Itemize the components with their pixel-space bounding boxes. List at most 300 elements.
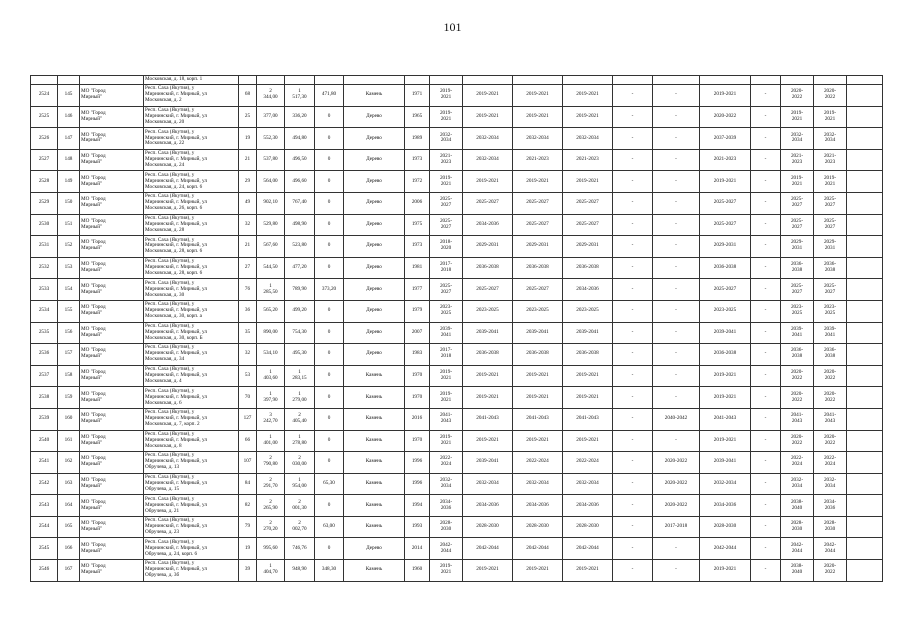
municipality-cell: МО "Город Мирный": [80, 495, 144, 517]
period-cell: 2022-2024: [563, 452, 613, 474]
flats-count-cell: 19: [239, 538, 257, 560]
period-cell: -: [653, 171, 700, 193]
period-cell: 2038- 2040: [781, 560, 814, 582]
municipality-cell: МО "Город Мирный": [80, 128, 144, 150]
cell: [847, 495, 883, 517]
period-cell: -: [613, 473, 653, 495]
municipality-cell: МО "Город Мирный": [80, 257, 144, 279]
period-cell: 2020- 2022: [814, 430, 847, 452]
wall-material-cell: Дерево: [344, 149, 405, 171]
period-cell: 2022- 2024: [781, 452, 814, 474]
total-area-cell: 3 242,70: [257, 408, 285, 430]
living-area-cell: 2 002,70: [285, 516, 315, 538]
address-cell: Респ. Саха (Якутия), у Мирнинский, г. Мирный, ул Московская, д. 8: [144, 430, 239, 452]
cell: [344, 76, 405, 85]
period-cell: -: [653, 236, 700, 258]
house-number-cell: 151: [58, 214, 80, 236]
living-area-cell: 494,80: [285, 128, 315, 150]
address-cell: Респ. Саха (Якутия), у Мирнинский, г. Мирный, ул Московская, д. 28, корп. 6: [144, 236, 239, 258]
period-cell: -: [613, 387, 653, 409]
total-area-cell: 2 265,90: [257, 495, 285, 517]
municipality-cell: МО "Город Мирный": [80, 300, 144, 322]
period-cell: -: [751, 128, 781, 150]
build-year-cell: 1996: [405, 473, 430, 495]
table-row: [31, 365, 883, 387]
period-cell: 2022- 2024: [814, 452, 847, 474]
municipality-cell: МО "Город Мирный": [80, 408, 144, 430]
period-cell: 2041- 2043: [814, 408, 847, 430]
build-year-cell: 2016: [405, 408, 430, 430]
row-number-cell: 2526: [31, 128, 58, 150]
period-cell: -: [613, 344, 653, 366]
period-cell: 2036-2038: [700, 257, 751, 279]
total-area-cell: 2 270,20: [257, 516, 285, 538]
table-row: [31, 430, 883, 452]
house-number-cell: 152: [58, 236, 80, 258]
period-cell: 2025- 2027: [430, 214, 463, 236]
total-area-cell: 890,00: [257, 322, 285, 344]
cell: [847, 192, 883, 214]
cell: [257, 76, 285, 85]
living-area-cell: 498,90: [285, 214, 315, 236]
period-cell: 2032-2034: [463, 149, 513, 171]
house-number-cell: 153: [58, 257, 80, 279]
build-year-cell: 1996: [405, 452, 430, 474]
living-area-cell: 2 405,40: [285, 408, 315, 430]
period-cell: 2036- 2038: [814, 344, 847, 366]
table-row: [31, 538, 883, 560]
period-cell: 2039- 2041: [781, 322, 814, 344]
build-year-cell: 1970: [405, 430, 430, 452]
cell: [847, 560, 883, 582]
build-year-cell: 2006: [405, 192, 430, 214]
period-cell: 2025-2027: [700, 279, 751, 301]
period-cell: 2032- 2034: [814, 473, 847, 495]
period-cell: 2019-2021: [513, 171, 563, 193]
period-cell: 2042- 2044: [781, 538, 814, 560]
period-cell: -: [653, 560, 700, 582]
period-cell: -: [751, 473, 781, 495]
period-cell: 2019-2021: [463, 171, 513, 193]
period-cell: 2019-2021: [700, 560, 751, 582]
period-cell: 2041-2043: [563, 408, 613, 430]
address-cell: Респ. Саха (Якутия), у Мирнинский, г. Мирный, ул Московская, д. 26, корп. 6: [144, 192, 239, 214]
period-cell: -: [613, 516, 653, 538]
period-cell: 2034-2036: [513, 495, 563, 517]
period-cell: 2023- 2025: [814, 300, 847, 322]
nonliving-area-cell: 0: [315, 387, 344, 409]
cell: [58, 76, 80, 85]
period-cell: 2036-2038: [563, 344, 613, 366]
flats-count-cell: 66: [239, 430, 257, 452]
wall-material-cell: Камень: [344, 495, 405, 517]
wall-material-cell: Камень: [344, 516, 405, 538]
period-cell: 2032-2034: [563, 128, 613, 150]
period-cell: 2019-2021: [463, 430, 513, 452]
period-cell: -: [751, 257, 781, 279]
flats-count-cell: 21: [239, 236, 257, 258]
register-table-body: [31, 76, 883, 582]
total-area-cell: 1 403,60: [257, 365, 285, 387]
period-cell: -: [653, 257, 700, 279]
period-cell: 2020- 2022: [814, 387, 847, 409]
address-cell: Респ. Саха (Якутия), у Мирнинский, г. Мирный, ул Московская, д. 7, корп. 2: [144, 408, 239, 430]
house-number-cell: 166: [58, 538, 80, 560]
living-area-cell: 2 001,30: [285, 495, 315, 517]
total-area-cell: 552,30: [257, 128, 285, 150]
address-cell: Респ. Саха (Якутия), у Мирнинский, г. Мирный, ул Обручева, д. 21: [144, 495, 239, 517]
period-cell: 2019-2021: [463, 365, 513, 387]
period-cell: 2019-2021: [463, 106, 513, 128]
period-cell: 2028- 2030: [781, 516, 814, 538]
period-cell: 2019-2021: [513, 365, 563, 387]
address-cell: Респ. Саха (Якутия), у Мирнинский, г. Мирный, ул Обручева, д. 13: [144, 452, 239, 474]
period-cell: -: [613, 85, 653, 107]
period-cell: 2023- 2025: [430, 300, 463, 322]
flats-count-cell: 127: [239, 408, 257, 430]
total-area-cell: 567,60: [257, 236, 285, 258]
period-cell: 2029- 2031: [781, 236, 814, 258]
address-cell: Респ. Саха (Якутия), у Мирнинский, г. Мирный, ул Обручева, д. 3б: [144, 560, 239, 582]
period-cell: 2019- 2021: [430, 430, 463, 452]
table-row: [31, 171, 883, 193]
table-row: [31, 387, 883, 409]
total-area-cell: 902,10: [257, 192, 285, 214]
municipality-cell: МО "Город Мирный": [80, 279, 144, 301]
total-area-cell: 377,00: [257, 106, 285, 128]
house-number-cell: 148: [58, 149, 80, 171]
row-number-cell: 2527: [31, 149, 58, 171]
build-year-cell: 1975: [405, 214, 430, 236]
period-cell: 2019-2021: [513, 106, 563, 128]
nonliving-area-cell: 0: [315, 430, 344, 452]
period-cell: 2019- 2021: [430, 171, 463, 193]
house-number-cell: 162: [58, 452, 80, 474]
table-row: [31, 322, 883, 344]
period-cell: -: [653, 387, 700, 409]
nonliving-area-cell: 0: [315, 495, 344, 517]
period-cell: 2025-2027: [463, 279, 513, 301]
period-cell: -: [751, 279, 781, 301]
municipality-cell: МО "Город Мирный": [80, 192, 144, 214]
nonliving-area-cell: 63,00: [315, 516, 344, 538]
period-cell: 2034-2036: [563, 279, 613, 301]
period-cell: 2020-2022: [700, 106, 751, 128]
period-cell: 2017- 2018: [430, 257, 463, 279]
address-cell: Респ. Саха (Якутия), у Мирнинский, г. Мирный, ул Московская, д. 30, корп. Б: [144, 322, 239, 344]
row-number-cell: 2532: [31, 257, 58, 279]
period-cell: 2019-2021: [513, 560, 563, 582]
cell: [847, 408, 883, 430]
period-cell: -: [653, 322, 700, 344]
period-cell: -: [751, 452, 781, 474]
table-row: [31, 344, 883, 366]
house-number-cell: 146: [58, 106, 80, 128]
cell: [847, 171, 883, 193]
cell: [847, 106, 883, 128]
build-year-cell: 1970: [405, 365, 430, 387]
period-cell: 2032- 2034: [781, 473, 814, 495]
address-cell: Респ. Саха (Якутия), у Мирнинский, г. Мирный, ул Московская, д. 2: [144, 85, 239, 107]
period-cell: 2025- 2027: [814, 192, 847, 214]
period-cell: -: [653, 85, 700, 107]
flats-count-cell: 19: [239, 128, 257, 150]
table-row: [31, 452, 883, 474]
period-cell: -: [751, 322, 781, 344]
cell: [847, 214, 883, 236]
period-cell: 2042- 2044: [430, 538, 463, 560]
total-area-cell: 2 291,70: [257, 473, 285, 495]
period-cell: -: [751, 344, 781, 366]
build-year-cell: 2014: [405, 538, 430, 560]
table-row: [31, 516, 883, 538]
flats-count-cell: 68: [239, 85, 257, 107]
total-area-cell: 537,80: [257, 149, 285, 171]
house-number-cell: 167: [58, 560, 80, 582]
cell: [315, 76, 344, 85]
municipality-cell: МО "Город Мирный": [80, 516, 144, 538]
period-cell: 2021-2023: [563, 149, 613, 171]
row-number-cell: 2545: [31, 538, 58, 560]
period-cell: 2021- 2023: [814, 149, 847, 171]
build-year-cell: 1970: [405, 387, 430, 409]
period-cell: 2025- 2027: [430, 192, 463, 214]
period-cell: 2020- 2022: [781, 430, 814, 452]
period-cell: -: [613, 214, 653, 236]
period-cell: 2040-2042: [653, 408, 700, 430]
period-cell: 2028- 2030: [430, 516, 463, 538]
house-number-cell: 154: [58, 279, 80, 301]
period-cell: 2028-2030: [463, 516, 513, 538]
period-cell: -: [653, 192, 700, 214]
row-number-cell: 2538: [31, 387, 58, 409]
period-cell: -: [653, 300, 700, 322]
wall-material-cell: Камень: [344, 560, 405, 582]
period-cell: 2029-2031: [563, 236, 613, 258]
period-cell: -: [613, 452, 653, 474]
cell: [653, 76, 700, 85]
period-cell: -: [613, 192, 653, 214]
cell: [847, 76, 883, 85]
living-area-cell: 495,30: [285, 344, 315, 366]
build-year-cell: 1973: [405, 149, 430, 171]
address-cell: Респ. Саха (Якутия), у Мирнинский, г. Мирный, ул Московская, д. 20: [144, 106, 239, 128]
nonliving-area-cell: 0: [315, 538, 344, 560]
period-cell: -: [613, 171, 653, 193]
period-cell: 2019- 2021: [814, 106, 847, 128]
period-cell: 2042-2044: [563, 538, 613, 560]
period-cell: 2036- 2038: [814, 257, 847, 279]
nonliving-area-cell: 65,30: [315, 473, 344, 495]
table-row: [31, 408, 883, 430]
total-area-cell: 2 344,00: [257, 85, 285, 107]
period-cell: 2039-2041: [463, 452, 513, 474]
living-area-cell: 789,90: [285, 279, 315, 301]
nonliving-area-cell: 0: [315, 408, 344, 430]
build-year-cell: 1973: [405, 236, 430, 258]
nonliving-area-cell: 0: [315, 192, 344, 214]
cell: [847, 473, 883, 495]
total-area-cell: 529,80: [257, 214, 285, 236]
house-number-cell: 159: [58, 387, 80, 409]
house-number-cell: 150: [58, 192, 80, 214]
wall-material-cell: Дерево: [344, 192, 405, 214]
period-cell: 2036-2038: [513, 257, 563, 279]
wall-material-cell: Дерево: [344, 279, 405, 301]
period-cell: 2042-2044: [700, 538, 751, 560]
flats-count-cell: 21: [239, 149, 257, 171]
nonliving-area-cell: 0: [315, 149, 344, 171]
build-year-cell: 1960: [405, 560, 430, 582]
period-cell: 2036- 2038: [781, 257, 814, 279]
period-cell: -: [653, 128, 700, 150]
period-cell: 2019-2021: [700, 85, 751, 107]
nonliving-area-cell: 373,20: [315, 279, 344, 301]
cell: [847, 387, 883, 409]
flats-count-cell: 27: [239, 257, 257, 279]
cell: [847, 149, 883, 171]
total-area-cell: 1 285,50: [257, 279, 285, 301]
row-number-cell: 2525: [31, 106, 58, 128]
nonliving-area-cell: 0: [315, 452, 344, 474]
period-cell: 2019-2021: [463, 85, 513, 107]
wall-material-cell: Камень: [344, 430, 405, 452]
house-number-cell: 161: [58, 430, 80, 452]
flats-count-cell: 76: [239, 279, 257, 301]
house-number-cell: 157: [58, 344, 80, 366]
period-cell: 2041-2043: [700, 408, 751, 430]
period-cell: 2028- 2030: [814, 516, 847, 538]
municipality-cell: МО "Город Мирный": [80, 365, 144, 387]
period-cell: -: [751, 171, 781, 193]
period-cell: 2029- 2031: [814, 236, 847, 258]
house-number-cell: 145: [58, 85, 80, 107]
period-cell: 2038- 2040: [781, 495, 814, 517]
period-cell: 2025-2027: [563, 214, 613, 236]
period-cell: 2021-2023: [513, 149, 563, 171]
period-cell: 2023-2025: [513, 300, 563, 322]
cell: [463, 76, 513, 85]
build-year-cell: 1979: [405, 300, 430, 322]
cell: [847, 452, 883, 474]
period-cell: -: [613, 538, 653, 560]
municipality-cell: МО "Город Мирный": [80, 387, 144, 409]
living-area-cell: 499,20: [285, 300, 315, 322]
living-area-cell: 477,20: [285, 257, 315, 279]
period-cell: -: [751, 560, 781, 582]
row-number-cell: 2544: [31, 516, 58, 538]
row-number-cell: 2540: [31, 430, 58, 452]
period-cell: -: [613, 279, 653, 301]
row-number-cell: 2541: [31, 452, 58, 474]
row-number-cell: 2531: [31, 236, 58, 258]
living-area-cell: 754,30: [285, 322, 315, 344]
municipality-cell: МО "Город Мирный": [80, 430, 144, 452]
address-cell: Респ. Саха (Якутия), у Мирнинский, г. Мирный, ул Обручева, д. 23: [144, 516, 239, 538]
period-cell: -: [751, 408, 781, 430]
flats-count-cell: 29: [239, 171, 257, 193]
period-cell: 2025-2027: [513, 214, 563, 236]
flats-count-cell: 35: [239, 322, 257, 344]
build-year-cell: 1971: [405, 85, 430, 107]
period-cell: 2019-2021: [513, 85, 563, 107]
period-cell: 2019- 2021: [430, 387, 463, 409]
address-cell: Респ. Саха (Якутия), у Мирнинский, г. Мирный, ул Московская, д. 24: [144, 149, 239, 171]
period-cell: 2039- 2041: [430, 322, 463, 344]
period-cell: 2020-2022: [653, 473, 700, 495]
living-area-cell: 496,60: [285, 171, 315, 193]
period-cell: -: [751, 538, 781, 560]
period-cell: -: [653, 214, 700, 236]
house-number-cell: 160: [58, 408, 80, 430]
period-cell: 2034-2036: [463, 214, 513, 236]
period-cell: 2028-2030: [700, 516, 751, 538]
wall-material-cell: Камень: [344, 408, 405, 430]
cell: [814, 76, 847, 85]
period-cell: 2041-2043: [513, 408, 563, 430]
flats-count-cell: 39: [239, 560, 257, 582]
period-cell: 2025-2027: [700, 214, 751, 236]
flats-count-cell: 79: [239, 516, 257, 538]
municipality-cell: МО "Город Мирный": [80, 322, 144, 344]
period-cell: 2036-2038: [563, 257, 613, 279]
period-cell: -: [613, 128, 653, 150]
address-cell: Респ. Саха (Якутия), у Мирнинский, г. Мирный, ул Московская, д. 6: [144, 387, 239, 409]
total-area-cell: 565,20: [257, 300, 285, 322]
municipality-cell: МО "Город Мирный": [80, 214, 144, 236]
period-cell: 2025- 2027: [814, 279, 847, 301]
period-cell: 2034-2036: [700, 495, 751, 517]
period-cell: -: [653, 365, 700, 387]
nonliving-area-cell: 0: [315, 128, 344, 150]
period-cell: -: [653, 430, 700, 452]
period-cell: 2019-2021: [463, 560, 513, 582]
period-cell: -: [751, 365, 781, 387]
nonliving-area-cell: 0: [315, 257, 344, 279]
nonliving-area-cell: 0: [315, 365, 344, 387]
period-cell: 2020- 2022: [781, 365, 814, 387]
period-cell: 2025-2027: [463, 192, 513, 214]
nonliving-area-cell: 0: [315, 300, 344, 322]
living-area-cell: 746,76: [285, 538, 315, 560]
wall-material-cell: Дерево: [344, 300, 405, 322]
wall-material-cell: Камень: [344, 473, 405, 495]
period-cell: 2039-2041: [563, 322, 613, 344]
build-year-cell: 1972: [405, 171, 430, 193]
row-number-cell: 2535: [31, 322, 58, 344]
period-cell: 2020-2022: [653, 495, 700, 517]
period-cell: 2019- 2021: [430, 85, 463, 107]
wall-material-cell: Дерево: [344, 214, 405, 236]
wall-material-cell: Дерево: [344, 106, 405, 128]
municipality-cell: МО "Город Мирный": [80, 85, 144, 107]
total-area-cell: 564,00: [257, 171, 285, 193]
cell: [847, 365, 883, 387]
row-number-cell: 2537: [31, 365, 58, 387]
period-cell: 2039-2041: [513, 322, 563, 344]
cell: [751, 76, 781, 85]
period-cell: 2021- 2023: [430, 149, 463, 171]
period-cell: 2019- 2021: [430, 560, 463, 582]
living-area-cell: 1 954,00: [285, 473, 315, 495]
nonliving-area-cell: 0: [315, 214, 344, 236]
period-cell: 2019-2021: [700, 430, 751, 452]
address-cell: Респ. Саха (Якутия), у Мирнинский, г. Мирный, ул Московская, д. 4: [144, 365, 239, 387]
period-cell: 2032-2034: [563, 473, 613, 495]
cell: [700, 76, 751, 85]
row-number-cell: 2528: [31, 171, 58, 193]
period-cell: -: [653, 279, 700, 301]
